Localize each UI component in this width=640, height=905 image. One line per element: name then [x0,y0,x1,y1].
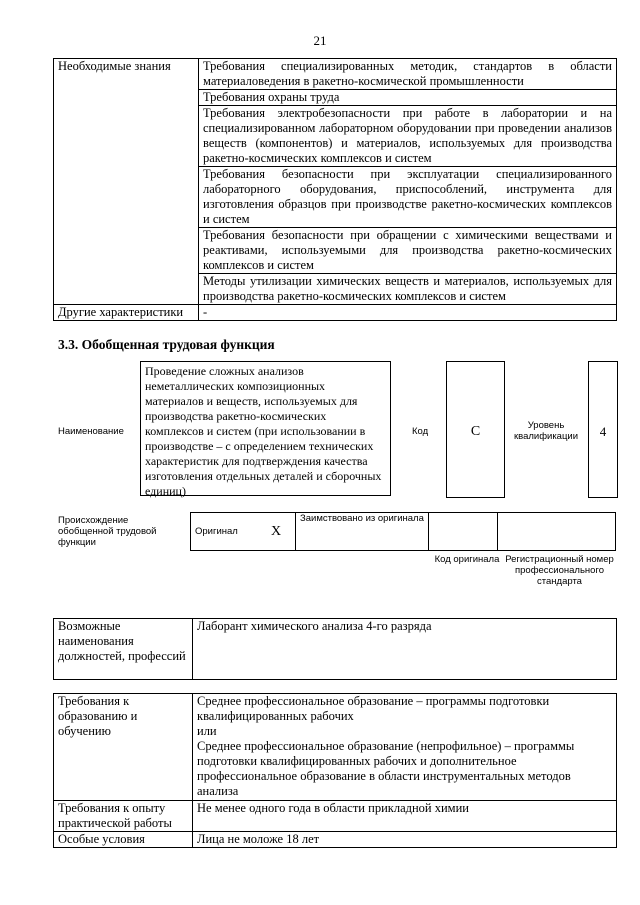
knowledge-item: Требования безопасности при обращении с химическими веществами и реактивами, используемыми для производства ракетно-космических комплексов и систем [199,228,617,274]
knowledge-item: Методы утилизации химических веществ и материалов, используемых для производства ракетно-космических комплексов и систем [199,274,617,305]
positions-value: Лаборант химического анализа 4-го разряда [193,619,617,680]
origin-code-cell [429,513,498,551]
knowledge-label: Необходимые знания [54,59,199,305]
experience-value: Не менее одного года в области прикладной химии [193,801,617,832]
education-line: или [197,724,217,738]
education-line: Среднее профессиональное образование – программы подготовки квалифицированных рабочих [197,694,550,723]
positions-label: Возможные наименования должностей, профессий [54,619,193,680]
knowledge-item: Требования охраны труда [199,90,617,106]
section-title: 3.3. Обобщенная трудовая функция [58,337,275,352]
code-value: C [470,424,481,439]
reg-number-caption: Регистрационный номер профессионального стандарта [505,554,614,587]
original-label: Оригинал [191,513,258,551]
education-label: Требования к образованию и обучению [54,694,193,801]
origin-table [190,512,616,551]
education-line: Среднее профессиональное образование (непрофильное) – программы подготовки квалифицированных рабочих и дополнительное профессиональное образование в области инструментальных методов анализа [197,739,575,798]
qualification-level-label: Уровень квалификации [513,420,579,442]
positions-table [53,618,617,680]
other-characteristics-label: Другие характеристики [54,305,199,321]
code-label: Код [412,426,429,437]
name-label: Наименование [58,426,124,437]
experience-label: Требования к опыту практической работы [54,801,193,832]
education-value [193,694,617,801]
origin-label: Происхождение обобщенной трудовой функции [58,515,157,548]
knowledge-item: Требования безопасности при эксплуатации специализированного лабораторного оборудования, приспособлений, инструмента для изготовления образцов при производстве ракетно-космических комплексов и систем [199,167,617,228]
borrowed-label: Заимствовано из оригинала [296,513,429,551]
other-characteristics-value: - [199,305,617,321]
special-conditions-value: Лица не моложе 18 лет [193,832,617,848]
origin-code-caption: Код оригинала [434,554,500,565]
reg-number-cell [498,513,616,551]
function-name-value: Проведение сложных анализов неметаллических композиционных материалов и веществ, используемых для производства ракетно-космических комплексов и систем (при использовании в производстве – с определением технических характеристик для подтверждения качества изготовления отдельных деталей и сборочных единиц) [140,361,391,496]
level-box [588,361,618,498]
level-value: 4 [599,424,607,439]
page-number: 21 [313,33,327,48]
special-conditions-label: Особые условия [54,832,193,848]
knowledge-table [53,58,617,321]
code-box [446,361,505,498]
original-mark: X [257,513,296,551]
knowledge-item: Требования специализированных методик, стандартов в области материаловедения в ракетно-космической промышленности [199,59,617,90]
requirements-table [53,693,617,848]
knowledge-item: Требования электробезопасности при работе в лаборатории и на специализированном лабораторном оборудовании при проведении анализов веществ (компонентов) и материалов, используемых для производства ракетно-космических комплексов и систем [199,106,617,167]
